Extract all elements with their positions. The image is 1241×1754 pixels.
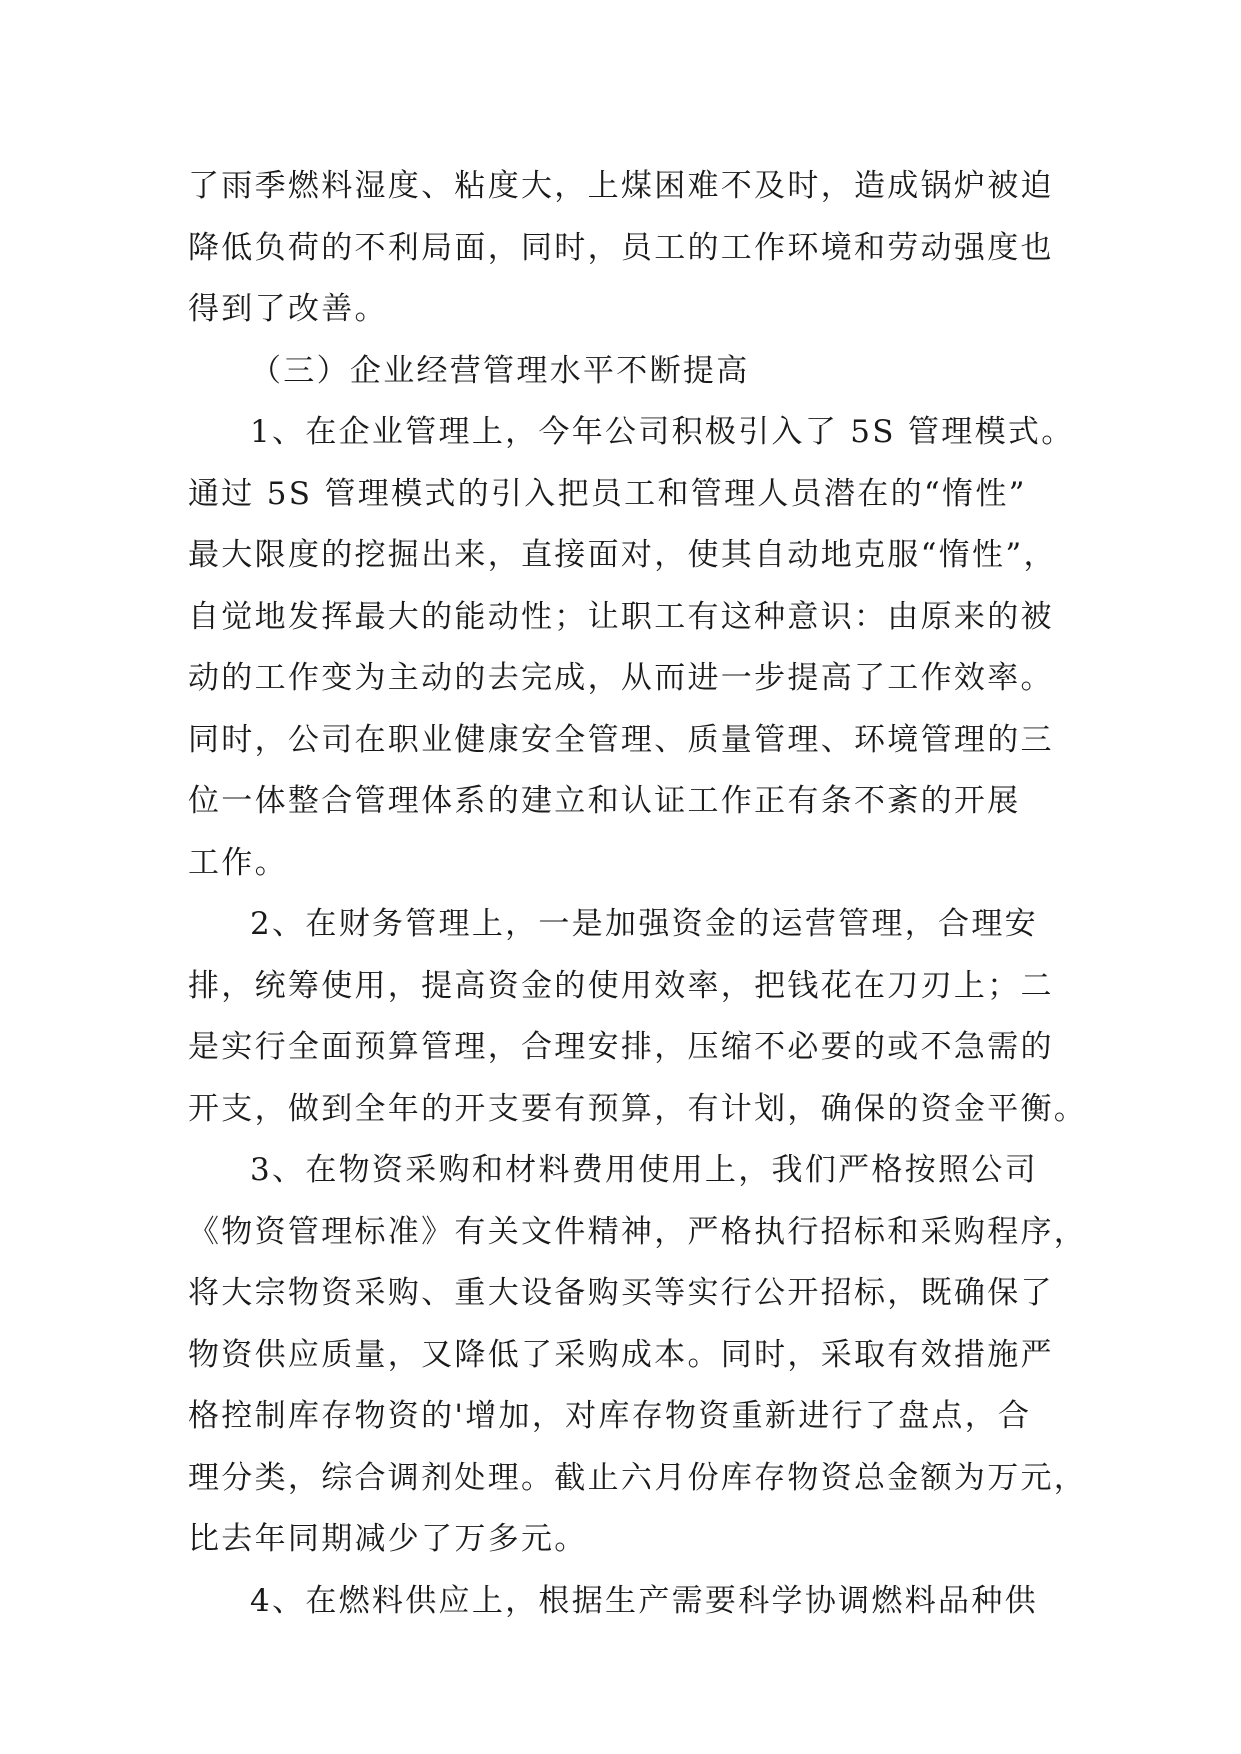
paragraph-start-line: 1、在企业管理上，今年公司积极引入了 5S 管理模式。 — [250, 414, 1075, 450]
text-line: 物资供应质量，又降低了采购成本。同时，采取有效措施严 — [188, 1336, 1054, 1373]
text-line: 排，统筹使用，提高资金的使用效率，把钱花在刀刃上；二 — [188, 967, 1054, 1004]
text-line: 了雨季燃料湿度、粘度大，上煤困难不及时，造成锅炉被迫 — [188, 168, 1054, 204]
text-line: 同时，公司在职业健康安全管理、质量管理、环境管理的三 — [188, 721, 1054, 758]
text-line: 得到了改善。 — [188, 291, 388, 327]
text-line: 开支，做到全年的开支要有预算，有计划，确保的资金平衡。 — [188, 1090, 1088, 1127]
document-body — [188, 156, 1088, 1632]
text-line: 动的工作变为主动的去完成，从而进一步提高了工作效率。 — [188, 660, 1054, 696]
text-line: 比去年同期减少了万多元。 — [188, 1521, 588, 1557]
text-line: 降低负荷的不利局面，同时，员工的工作环境和劳动强度也 — [188, 229, 1054, 266]
section-heading: （三）企业经营管理水平不断提高 — [250, 352, 750, 389]
text-line: 理分类，综合调剂处理。截止六月份库存物资总金额为万元， — [188, 1459, 1088, 1496]
paragraph-start-line: 2、在财务管理上，一是加强资金的运营管理，合理安 — [250, 906, 1038, 942]
text-line: 格控制库存物资的'增加，对库存物资重新进行了盘点，合 — [188, 1398, 1032, 1434]
paragraph-start-line: 3、在物资采购和材料费用使用上，我们严格按照公司 — [250, 1152, 1038, 1188]
text-line: 位一体整合管理体系的建立和认证工作正有条不紊的开展 — [188, 783, 1021, 819]
text-line: 通过 5S 管理模式的引入把员工和管理人员潜在的“惰性” — [188, 475, 1027, 512]
text-line: 《物资管理标准》有关文件精神，严格执行招标和采购程序， — [188, 1213, 1088, 1250]
paragraph-start-line: 4、在燃料供应上，根据生产需要科学协调燃料品种供 — [250, 1582, 1038, 1619]
text-line: 自觉地发挥最大的能动性；让职工有这种意识：由原来的被 — [188, 598, 1054, 635]
text-line: 工作。 — [188, 844, 288, 881]
text-line: 是实行全面预算管理，合理安排，压缩不必要的或不急需的 — [188, 1029, 1054, 1065]
text-line: 将大宗物资采购、重大设备购买等实行公开招标，既确保了 — [188, 1275, 1054, 1311]
text-line: 最大限度的挖掘出来，直接面对，使其自动地克服“惰性”， — [188, 537, 1057, 573]
